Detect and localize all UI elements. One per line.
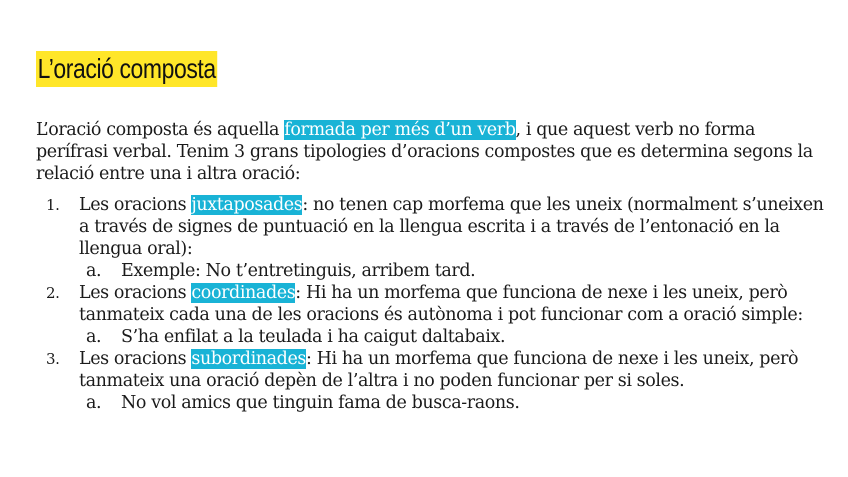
slide-body (36, 119, 826, 414)
item-text-after: : no tenen cap morfema que les uneix (normalment s’uneixen a través de signes de puntuació en la llengua escrita i a través de l’entonació en la llengua oral): (79, 195, 824, 259)
example-letter: a. (86, 261, 102, 281)
list-item (36, 282, 826, 348)
example-item (79, 260, 826, 282)
slide-title: L’oració composta (36, 51, 217, 87)
example-item (79, 392, 826, 414)
example-text: No vol amics que tinguin fama de busca-raons. (121, 393, 520, 413)
example-list (79, 260, 826, 282)
list-item (36, 194, 826, 282)
example-text: Exemple: No t’entretinguis, arribem tard. (121, 261, 476, 281)
item-text-before: Les oracions (79, 283, 192, 303)
list-number: 1. (46, 196, 60, 214)
example-letter: a. (86, 393, 102, 413)
list-item (36, 348, 826, 414)
example-text: S’ha enfilat a la teulada i ha caigut daltabaix. (121, 327, 506, 347)
intro-text-before: L’oració composta és aquella (36, 120, 285, 140)
item-text-after: : Hi ha un morfema que funciona de nexe i les uneix, però tanmateix una oració depèn de l’altra i no poden funcionar per si soles. (79, 349, 799, 391)
intro-text-after: , i que aquest verb no forma perífrasi verbal. Tenim 3 grans tipologies d’oracions compostes que es determina segons la relació entre una i altra oració: (36, 120, 813, 184)
item-highlight: juxtaposades (191, 195, 303, 215)
item-highlight: subordinades (191, 349, 307, 369)
example-letter: a. (86, 327, 102, 347)
intro-highlight: formada per més d’un verb (284, 120, 516, 140)
example-item (79, 326, 826, 348)
list-number: 2. (46, 284, 60, 302)
item-text-before: Les oracions (79, 195, 192, 215)
item-highlight: coordinades (191, 283, 296, 303)
item-text-after: : Hi ha un morfema que funciona de nexe i les uneix, però tanmateix cada una de les oracions és autònoma i pot funcionar com a oració simple: (79, 283, 803, 325)
intro-paragraph (36, 119, 826, 185)
example-list (79, 326, 826, 348)
item-text-before: Les oracions (79, 349, 192, 369)
list-number: 3. (46, 350, 60, 368)
example-list (79, 392, 826, 414)
oration-types-list (36, 194, 826, 414)
